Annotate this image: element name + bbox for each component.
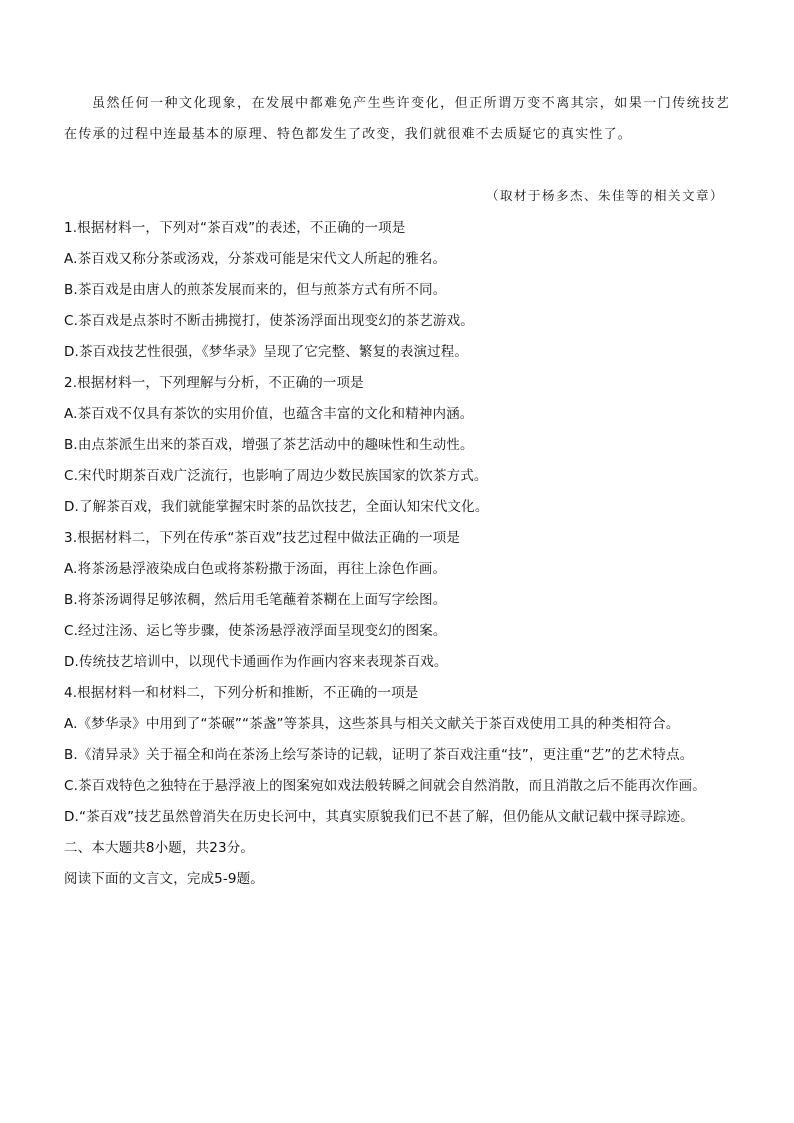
question-2-option-d: D.了解茶百戏，我们就能掌握宋时茶的品饮技艺，全面认知宋代文化。 [64, 499, 489, 515]
question-4-stem: 4.根据材料一和材料二，下列分析和推断，不正确的一项是 [64, 685, 419, 701]
question-1-option-a: A.茶百戏又称分茶或汤戏，分茶戏可能是宋代文人所起的雅名。 [64, 251, 447, 267]
question-3-option-b: B.将茶汤调得足够浓稠，然后用毛笔蘸着茶糊在上面写字绘图。 [64, 592, 447, 608]
question-list [64, 213, 730, 895]
question-3-option-d: D.传统技艺培训中，以现代卡通画作为作画内容来表现茶百戏。 [64, 654, 448, 670]
question-3-option-a: A.将茶汤悬浮液染成白色或将茶粉撒于汤面，再往上涂色作画。 [64, 561, 447, 577]
question-3-option-c: C.经过注汤、运匕等步骤，使茶汤悬浮液浮面呈现变幻的图案。 [64, 623, 447, 639]
question-2-option-c: C.宋代时期茶百戏广泛流行，也影响了周边少数民族国家的饮茶方式。 [64, 468, 488, 484]
question-4-option-b: B.《清异录》关于福全和尚在茶汤上绘写茶诗的记载，证明了茶百戏注重“技”，更注重“艺”的艺术特点。 [64, 747, 694, 763]
question-1-stem: 1.根据材料一，下列对“茶百戏”的表述，不正确的一项是 [64, 220, 406, 236]
question-1-option-b: B.茶百戏是由唐人的煎茶发展而来的，但与煎茶方式有所不同。 [64, 282, 447, 298]
question-4-option-d: D.“茶百戏”技艺虽然曾消失在历史长河中，其真实原貌我们已不甚了解，但仍能从文献记载中探寻踪迹。 [64, 809, 694, 825]
question-4-option-a: A.《梦华录》中用到了“茶碾”“茶盏”等茶具，这些茶具与相关文献关于茶百戏使用工具的种类相符合。 [64, 716, 680, 732]
section-instruction: 阅读下面的文言文，完成5-9题。 [64, 871, 264, 887]
question-2-option-a: A.茶百戏不仅具有茶饮的实用价值，也蕴含丰富的文化和精神内涵。 [64, 406, 474, 422]
question-1-option-c: C.茶百戏是点茶时不断击拂搅打，使茶汤浮面出现变幻的茶艺游戏。 [64, 313, 474, 329]
question-1-option-d: D.茶百戏技艺性很强，《梦华录》呈现了它完整、繁复的表演过程。 [64, 344, 469, 360]
question-2-option-b: B.由点茶派生出来的茶百戏，增强了茶艺活动中的趣味性和生动性。 [64, 437, 474, 453]
section-heading: 二、本大题共8小题，共23分。 [64, 840, 255, 856]
question-4-option-c: C.茶百戏特色之独特在于悬浮液上的图案宛如戏法般转瞬之间就会自然消散，而且消散之后不能再次作画。 [64, 778, 706, 794]
passage-source: （取材于杨多杰、朱佳等的相关文章） [485, 188, 724, 203]
passage-paragraph: 虽然任何一种文化现象，在发展中都难免产生些许变化，但正所谓万变不离其宗，如果一门传统技艺在传承的过程中连最基本的原理、特色都发生了改变，我们就很难不去质疑它的真实性了。 [64, 96, 730, 142]
question-3-stem: 3.根据材料二，下列在传承“茶百戏”技艺过程中做法正确的一项是 [64, 530, 461, 546]
question-2-stem: 2.根据材料一，下列理解与分析，不正确的一项是 [64, 375, 364, 391]
